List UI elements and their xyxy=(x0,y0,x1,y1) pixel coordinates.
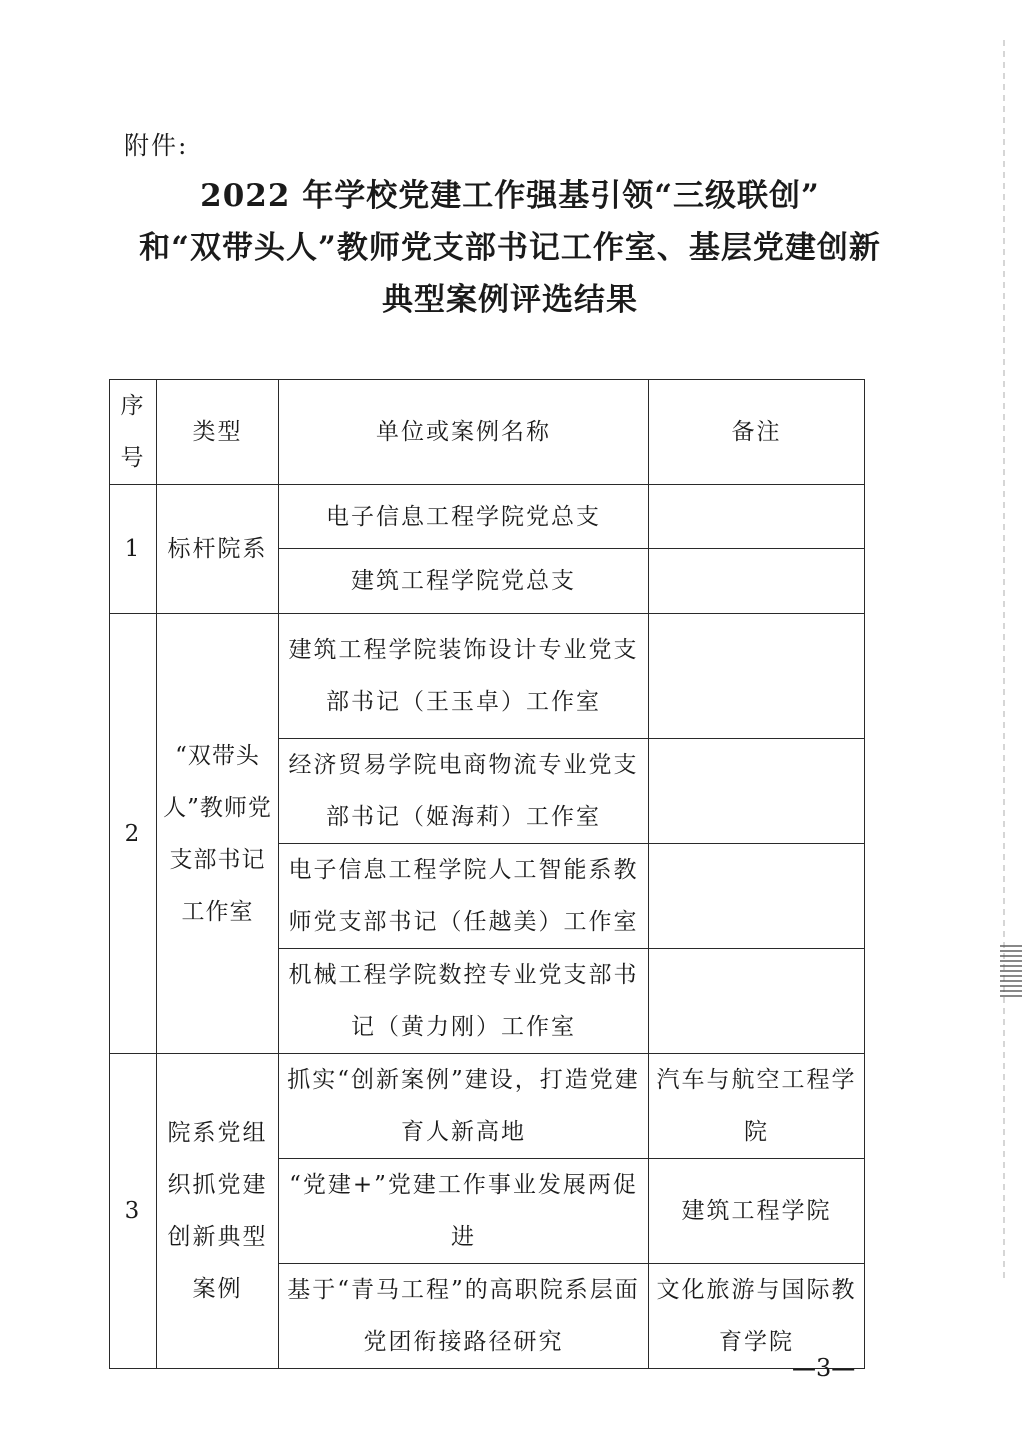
table-row xyxy=(110,614,865,739)
note-cell: 汽车与航空工程学院 xyxy=(649,1054,865,1159)
table-row xyxy=(110,1054,865,1159)
title-line-1: 2022 年学校党建工作强基引领“三级联创” xyxy=(200,178,820,214)
note-cell xyxy=(649,614,865,739)
case-name-cell: 抓实“创新案例”建设，打造党建育人新高地 xyxy=(279,1054,649,1159)
note-cell xyxy=(649,549,865,614)
header-type: 类型 xyxy=(157,380,279,485)
scan-mark-artifact xyxy=(1000,945,1022,1000)
case-name-cell: 建筑工程学院党总支 xyxy=(279,549,649,614)
header-seq: 序号 xyxy=(110,380,157,485)
header-name: 单位或案例名称 xyxy=(279,380,649,485)
case-name-cell: 经济贸易学院电商物流专业党支部书记（姬海莉）工作室 xyxy=(279,739,649,844)
group-seq-cell: 2 xyxy=(110,614,157,1054)
group-seq-cell: 1 xyxy=(110,485,157,614)
group-type-cell: 标杆院系 xyxy=(157,485,279,614)
case-name-cell: 电子信息工程学院人工智能系教师党支部书记（任越美）工作室 xyxy=(279,844,649,949)
group-type-cell: 院系党组织抓党建创新典型案例 xyxy=(157,1054,279,1369)
note-cell xyxy=(649,949,865,1054)
case-name-cell: 基于“青马工程”的高职院系层面党团衔接路径研究 xyxy=(279,1264,649,1369)
table-header-row xyxy=(110,380,865,485)
case-name-cell: 建筑工程学院装饰设计专业党支部书记（王玉卓）工作室 xyxy=(279,614,649,739)
table-row xyxy=(110,485,865,549)
title-line-3: 典型案例评选结果 xyxy=(382,282,638,318)
case-name-cell: 电子信息工程学院党总支 xyxy=(279,485,649,549)
group-seq-cell: 3 xyxy=(110,1054,157,1369)
note-cell xyxy=(649,844,865,949)
title-line-2: 和“双带头人”教师党支部书记工作室、基层党建创新 xyxy=(139,230,881,266)
note-cell: 建筑工程学院 xyxy=(649,1159,865,1264)
group-type-cell: “双带头人”教师党支部书记工作室 xyxy=(157,614,279,1054)
note-cell xyxy=(649,739,865,844)
page-number: —3— xyxy=(792,1354,856,1382)
scan-edge-artifact xyxy=(1003,40,1005,1280)
header-note: 备注 xyxy=(649,380,865,485)
results-table xyxy=(109,379,865,1369)
note-cell xyxy=(649,485,865,549)
note-cell: 文化旅游与国际教育学院 xyxy=(649,1264,865,1369)
case-name-cell: “党建+”党建工作事业发展两促进 xyxy=(279,1159,649,1264)
attachment-label: 附件: xyxy=(124,131,189,160)
case-name-cell: 机械工程学院数控专业党支部书记（黄力刚）工作室 xyxy=(279,949,649,1054)
